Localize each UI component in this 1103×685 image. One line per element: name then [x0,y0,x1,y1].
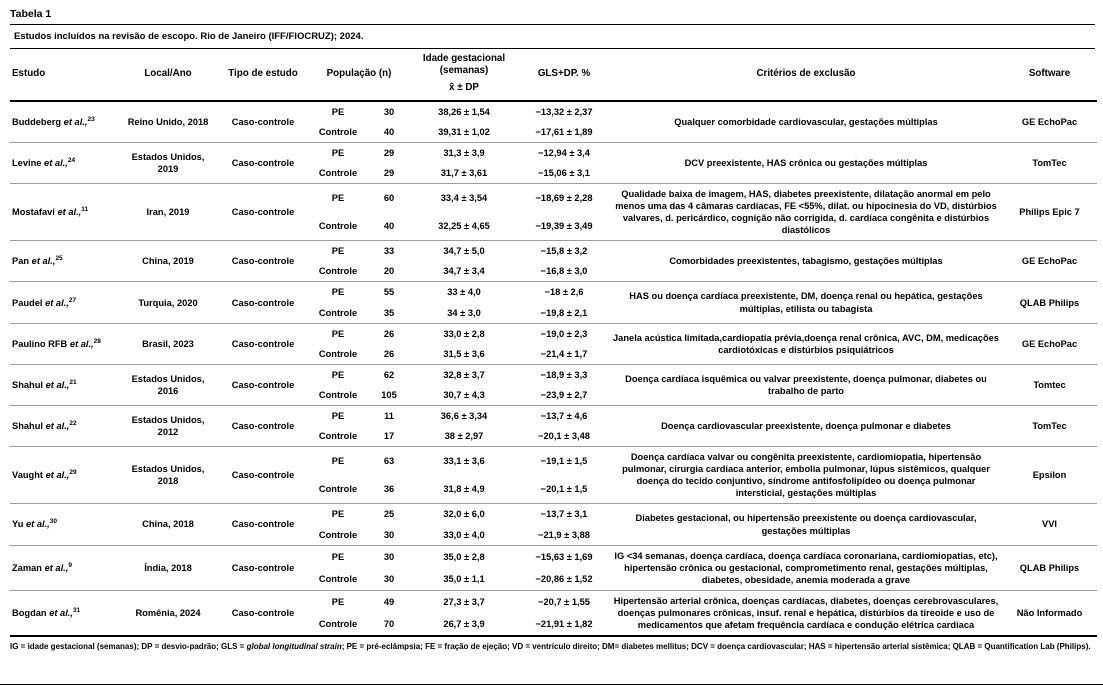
study-name-cell [10,590,118,636]
study-author: Shahul [12,420,43,431]
n-value: 40 [383,221,395,232]
gls-value: −19,0 ± 2,3 [518,323,610,344]
idade-value: 31,7 ± 3,61 [440,167,488,178]
gls-value: −18,9 ± 3,3 [518,364,610,385]
study-author: Shahul [12,379,43,390]
study-row-pe [10,323,1097,344]
n-value: 17 [383,431,395,442]
local-ano-cell: Brasil, 2023 [118,323,218,364]
gls-value: −13,32 ± 2,37 [535,106,593,117]
local-ano-cell: China, 2019 [118,241,218,282]
study-name-cell [10,364,118,405]
study-name-cell [10,101,118,143]
gls-value: −12,94 ± 3,4 [518,142,610,163]
criterios-cell: Janela acústica limitada,cardiopatia prévia,doença renal crônica, AVC, DM, medicações cardiotóxicas e distúrbios psiquiátricos [610,323,1002,364]
study-ref-number: 30 [49,518,57,526]
gls-value: −20,86 ± 1,52 [535,573,593,584]
grupo-label: Controle [318,167,358,178]
idade-value: 31,5 ± 3,6 [443,348,485,359]
tipo-estudo-cell: Caso-controle [218,504,308,545]
grupo-label: PE [308,323,368,344]
study-etal: et al., [45,470,70,481]
study-author: Paudel [12,297,43,308]
study-ref-number: 28 [93,337,101,345]
study-ref-number: 11 [81,206,89,214]
idade-value: 32,25 ± 4,65 [438,221,490,232]
header-gls: GLS+DP. % [518,49,610,101]
study-etal: et al., [45,420,70,431]
gls-value: −21,91 ± 1,82 [535,618,593,629]
criterios-cell: Comorbidades preexistentes, tabagismo, gestações múltiplas [610,241,1002,282]
study-row-pe [10,241,1097,262]
gls-value: −19,8 ± 2,1 [540,307,588,318]
study-name-cell [10,282,118,323]
n-value: 63 [368,447,410,476]
grupo-label: Controle [318,266,358,277]
n-value: 55 [368,282,410,303]
table-footnote [10,637,1095,659]
study-author: Levine [12,157,42,168]
grupo-label: Controle [318,348,358,359]
study-etal: et al., [63,116,88,127]
tipo-estudo-cell: Caso-controle [231,116,295,127]
study-row-pe [10,405,1097,426]
software-cell: Epsilon [1002,447,1097,504]
grupo-label: Controle [318,126,358,137]
study-etal: et al., [69,338,94,349]
n-value: 11 [368,405,410,426]
local-ano-cell: Romênia, 2024 [118,590,218,636]
idade-value: 32,0 ± 6,0 [410,504,518,525]
study-ref-number: 31 [72,606,81,614]
gls-value: −19,39 ± 3,49 [535,221,593,232]
study-name-cell [10,447,118,504]
software-cell: VVI [1002,504,1097,545]
gls-value: −18 ± 2,6 [518,282,610,303]
software-cell: Tomtec [1002,364,1097,405]
table-caption: Estudos incluídos na revisão de escopo. Rio de Janeiro (IFF/FIOCRUZ); 2024. [10,25,1095,49]
header-estudo: Estudo [10,49,118,101]
study-name-cell [10,142,118,183]
local-ano-cell: Turquia, 2020 [118,282,218,323]
study-row-pe [10,142,1097,163]
study-ref-number: 9 [68,561,72,569]
n-value: 30 [383,529,395,540]
idade-value: 38 ± 2,97 [444,431,484,442]
tipo-estudo-cell: Caso-controle [218,184,308,241]
tipo-estudo-cell: Caso-controle [218,447,308,504]
header-criterios: Critérios de exclusão [610,49,1002,101]
software-cell: GE EchoPac [1021,116,1078,127]
criterios-cell: Doença cardiovascular preexistente, doença pulmonar e diabetes [610,405,1002,446]
study-ref-number: 25 [55,255,63,263]
tipo-estudo-cell: Caso-controle [218,241,308,282]
idade-value: 34,7 ± 5,0 [410,241,518,262]
local-ano-cell: China, 2018 [118,504,218,545]
study-ref-number: 21 [69,378,77,386]
idade-value: 35,0 ± 1,1 [443,573,485,584]
tipo-estudo-cell: Caso-controle [218,364,308,405]
n-value: 105 [381,389,397,400]
criterios-cell: Doença cardíaca valvar ou congênita preexistente, cardiomiopatia, hipertensão pulmonar, cirurgia cardíaca anterior, embolia pulmonar, lúpus sistêmicos, qualquer doença do tecido conjuntivo, síndrome antifosfolipídeo ou doença pulmonar intersticial, gestações múltiplas [610,447,1002,504]
n-value: 30 [368,545,410,568]
n-value: 35 [383,307,395,318]
n-value: 29 [383,167,395,178]
grupo-label: PE [308,405,368,426]
tipo-estudo-cell: Caso-controle [218,405,308,446]
n-value: 40 [383,126,395,137]
grupo-label: PE [308,545,368,568]
footnote-text-post: ; PE = pré-eclâmpsia; FE = fração de ejeção; VD = ventrículo direito; DM= diabetes mellitus; DCV = doença cardiovascular; HAS = hipertensão arterial sistêmica; QLAB = Quantification Lab (Philips). [341,642,1091,652]
software-cell: QLAB Philips [1002,545,1097,590]
study-name-cell [10,241,118,282]
study-author: Mostafavi [12,207,55,218]
gls-value: −18,69 ± 2,28 [518,184,610,213]
study-author: Paulino RFB [12,338,68,349]
local-ano-cell: Estados Unidos, 2018 [118,447,218,504]
grupo-label: Controle [318,389,358,400]
header-populacao: População (n) [308,49,410,101]
idade-value: 39,31 ± 1,02 [438,126,490,137]
n-value: 70 [383,618,395,629]
gls-value: −13,7 ± 4,6 [518,405,610,426]
table-title: Tabela 1 [10,6,1095,25]
idade-value: 27,3 ± 3,7 [410,590,518,613]
study-etal: et al., [44,562,69,573]
tipo-estudo-cell: Caso-controle [218,323,308,364]
study-row-pe [10,282,1097,303]
local-ano-cell: Índia, 2018 [118,545,218,590]
idade-value: 38,26 ± 1,54 [438,106,490,117]
n-value: 62 [368,364,410,385]
idade-value: 33,0 ± 4,0 [443,529,485,540]
local-ano-cell: Estados Unidos, 2016 [118,364,218,405]
gls-value: −20,1 ± 3,48 [538,431,590,442]
idade-value: 36,6 ± 3,34 [410,405,518,426]
study-author: Buddeberg [12,116,62,127]
header-local-ano: Local/Ano [118,49,218,101]
idade-value: 34,7 ± 3,4 [443,266,485,277]
n-value: 30 [383,573,395,584]
tipo-estudo-cell: Caso-controle [218,590,308,636]
gls-value: −15,63 ± 1,69 [518,545,610,568]
study-row-pe [10,545,1097,568]
grupo-label: PE [308,447,368,476]
grupo-label: PE [308,142,368,163]
grupo-label: Controle [318,221,358,232]
software-cell: QLAB Philips [1002,282,1097,323]
idade-value: 33,4 ± 3,54 [410,184,518,213]
criterios-cell: HAS ou doença cardíaca preexistente, DM, doença renal ou hepática, gestações múltiplas, etilista ou tabagista [610,282,1002,323]
grupo-label: Controle [318,484,358,495]
criterios-cell: IG <34 semanas, doença cardíaca, doença cardíaca coronariana, cardiomiopatias, etc), hipertensão crônica ou gestacional, comprometimento renal, gestações múltiplas, diabetes, obesidade, anemia moderada a grave [610,545,1002,590]
footnote-text-italic: global longitudinal strain [246,642,342,652]
gls-value: −21,9 ± 3,88 [538,529,590,540]
software-cell: TomTec [1002,405,1097,446]
criterios-cell: Doença cardíaca isquêmica ou valvar preexistente, doença pulmonar, diabetes ou trabalho de parto [610,364,1002,405]
n-value: 36 [383,484,395,495]
study-author: Vaught [12,470,43,481]
idade-value: 33,1 ± 3,6 [410,447,518,476]
gls-value: −15,06 ± 3,1 [538,167,590,178]
grupo-label: PE [308,282,368,303]
gls-value: −20,7 ± 1,55 [518,590,610,613]
local-ano-cell: Reino Unido, 2018 [127,116,209,127]
idade-value: 31,8 ± 4,9 [443,484,485,495]
n-value: 49 [368,590,410,613]
header-idade-mean: x̄ ± DP [449,82,479,94]
n-value: 26 [383,348,395,359]
software-cell: GE EchoPac [1002,241,1097,282]
idade-value: 33 ± 4,0 [410,282,518,303]
study-ref-number: 27 [68,296,77,304]
idade-value: 26,7 ± 3,9 [443,618,485,629]
idade-value: 33,0 ± 2,8 [410,323,518,344]
tipo-estudo-cell: Caso-controle [218,282,308,323]
criterios-cell: Hipertensão arterial crônica, doenças cardíacas, diabetes, doenças cerebrovasculares, doenças pulmonares crônicas, insuf. renal e hepática, distúrbios da tireoide e uso de medicamentos que afetam frequência cardíaca e condução elétrica cardíaca [610,590,1002,636]
study-etal: et al., [57,207,82,218]
study-name-cell [10,323,118,364]
gls-value: −17,61 ± 1,89 [535,126,593,137]
study-name-cell [10,405,118,446]
study-row-pe [10,447,1097,476]
software-cell: GE EchoPac [1002,323,1097,364]
study-ref-number: 24 [67,156,76,164]
study-etal: et al., [45,297,69,308]
study-etal: et al., [49,607,73,618]
n-value: 30 [383,106,395,117]
study-author: Bogdan [12,607,47,618]
tipo-estudo-cell: Caso-controle [218,142,308,183]
grupo-label: Controle [318,307,358,318]
study-etal: et al., [45,379,70,390]
study-row-pe [10,184,1097,213]
study-name-cell [10,545,118,590]
idade-value: 30,7 ± 4,3 [443,389,485,400]
idade-value: 31,3 ± 3,9 [410,142,518,163]
study-author: Zaman [12,562,42,573]
studies-table [10,49,1097,637]
header-software: Software [1002,49,1097,101]
grupo-label: PE [308,241,368,262]
criterios-cell: DCV preexistente, HAS crônica ou gestações múltiplas [610,142,1002,183]
local-ano-cell: Iran, 2019 [118,184,218,241]
gls-value: −21,4 ± 1,7 [540,348,588,359]
table-header [10,49,1097,101]
study-etal: et al., [31,256,56,267]
idade-value: 35,0 ± 2,8 [410,545,518,568]
study-row-pe [10,101,1097,122]
tipo-estudo-cell: Caso-controle [218,545,308,590]
grupo-label: PE [308,184,368,213]
criterios-cell: Qualidade baixa de imagem, HAS, diabetes preexistente, dilatação anormal em pelo menos uma das 4 câmaras cardíacas, FE <55%, dilat. ou hipocinesia do VD, distúrbios valvares, d. pericárdico, cognição não corrigida, d. cardíaca congênita e distúrbios diastólicos [610,184,1002,241]
study-ref-number: 23 [87,115,95,123]
study-ref-number: 29 [69,469,77,477]
study-name-cell [10,184,118,241]
grupo-label: PE [308,364,368,385]
header-idade-line2: (semanas) [439,65,489,77]
criterios-cell: Qualquer comorbidade cardiovascular, gestações múltiplas [674,116,938,127]
grupo-label: Controle [318,573,358,584]
gls-value: −15,8 ± 3,2 [518,241,610,262]
study-row-pe [10,590,1097,613]
grupo-label: PE [308,590,368,613]
gls-value: −20,1 ± 1,5 [540,484,588,495]
grupo-label: PE [331,106,345,117]
idade-value: 34 ± 3,0 [447,307,481,318]
local-ano-cell: Estados Unidos, 2019 [118,142,218,183]
grupo-label: Controle [318,618,358,629]
gls-value: −16,8 ± 3,0 [540,266,588,277]
study-author: Pan [12,256,30,267]
n-value: 60 [368,184,410,213]
study-ref-number: 22 [69,419,77,427]
software-cell: TomTec [1002,142,1097,183]
study-row-pe [10,504,1097,525]
grupo-label: Controle [318,431,358,442]
gls-value: −23,9 ± 2,7 [540,389,588,400]
local-ano-cell: Estados Unidos, 2012 [118,405,218,446]
gls-value: −19,1 ± 1,5 [518,447,610,476]
grupo-label: PE [308,504,368,525]
software-cell: Não Informado [1002,590,1097,636]
idade-value: 32,8 ± 3,7 [410,364,518,385]
study-etal: et al., [44,157,68,168]
study-etal: et al., [25,519,50,530]
n-value: 33 [368,241,410,262]
study-author: Yu [12,519,24,530]
n-value: 26 [368,323,410,344]
header-idade-line1: Idade gestacional [422,53,506,64]
footnote-text-pre: IG = idade gestacional (semanas); DP = desvio-padrão; GLS = [10,642,247,652]
header-tipo-de-estudo: Tipo de estudo [218,49,308,101]
n-value: 20 [383,266,395,277]
grupo-label: Controle [318,529,358,540]
study-name-cell [10,504,118,545]
study-row-pe [10,364,1097,385]
table-body [10,101,1097,636]
n-value: 25 [368,504,410,525]
software-cell: Philips Epic 7 [1002,184,1097,241]
header-idade-gestacional [410,49,518,101]
gls-value: −13,7 ± 3,1 [518,504,610,525]
criterios-cell: Diabetes gestacional, ou hipertensão preexistente ou doença cardiovascular, gestações múltiplas [610,504,1002,545]
n-value: 29 [368,142,410,163]
